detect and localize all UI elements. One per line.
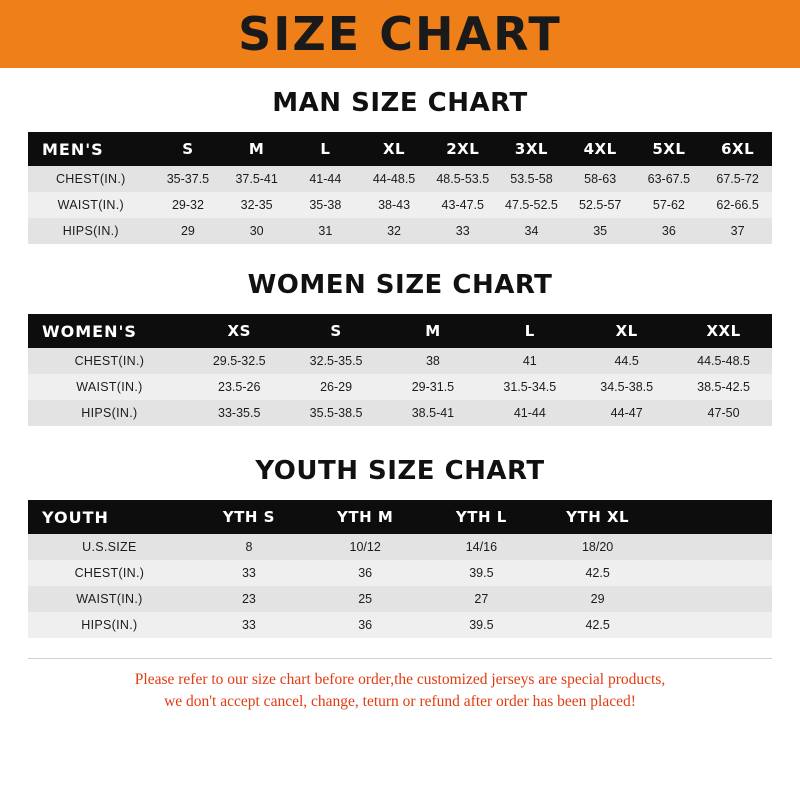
table-row	[28, 586, 772, 612]
row-label-hips: HIPS(IN.)	[28, 612, 191, 638]
cell: 38	[385, 348, 482, 374]
table-row	[28, 348, 772, 374]
table-row	[28, 400, 772, 426]
table-row	[28, 560, 772, 586]
cell: 35-37.5	[154, 166, 223, 192]
header-cell-s: S	[288, 314, 385, 348]
table-header-row	[28, 314, 772, 348]
women-size-table	[28, 314, 772, 426]
women-table-header	[28, 314, 772, 348]
page-title: SIZE CHART	[238, 7, 562, 61]
cell: 37	[703, 218, 772, 244]
row-label-hips: HIPS(IN.)	[28, 400, 191, 426]
row-label-chest: CHEST(IN.)	[28, 166, 154, 192]
youth-table-body	[28, 534, 772, 638]
header-cell-label: WOMEN'S	[28, 314, 191, 348]
header-cell-l: L	[291, 132, 360, 166]
table-header-row	[28, 500, 772, 534]
table-row	[28, 192, 772, 218]
cell: 29-32	[154, 192, 223, 218]
header-cell-xl: XL	[360, 132, 429, 166]
man-table-body	[28, 166, 772, 244]
header-cell-s: S	[154, 132, 223, 166]
cell: 35	[566, 218, 635, 244]
cell	[656, 534, 772, 560]
cell: 48.5-53.5	[428, 166, 497, 192]
cell: 36	[307, 560, 423, 586]
cell: 39.5	[423, 560, 539, 586]
cell: 29.5-32.5	[191, 348, 288, 374]
cell: 39.5	[423, 612, 539, 638]
page-banner	[0, 0, 800, 68]
row-label-hips: HIPS(IN.)	[28, 218, 154, 244]
header-cell-3xl: 3XL	[497, 132, 566, 166]
cell	[656, 560, 772, 586]
header-cell-label: YOUTH	[28, 500, 191, 534]
row-label-waist: WAIST(IN.)	[28, 374, 191, 400]
cell: 14/16	[423, 534, 539, 560]
table-row	[28, 534, 772, 560]
cell: 47.5-52.5	[497, 192, 566, 218]
row-label-waist: WAIST(IN.)	[28, 586, 191, 612]
header-cell-4xl: 4XL	[566, 132, 635, 166]
header-cell-2xl: 2XL	[428, 132, 497, 166]
cell: 31.5-34.5	[481, 374, 578, 400]
row-label-chest: CHEST(IN.)	[28, 560, 191, 586]
header-cell-m: M	[385, 314, 482, 348]
cell: 8	[191, 534, 307, 560]
cell: 32-35	[222, 192, 291, 218]
youth-size-table	[28, 500, 772, 638]
header-cell-6xl: 6XL	[703, 132, 772, 166]
cell: 42.5	[540, 612, 656, 638]
cell: 10/12	[307, 534, 423, 560]
cell: 35.5-38.5	[288, 400, 385, 426]
cell: 38-43	[360, 192, 429, 218]
cell: 34	[497, 218, 566, 244]
cell	[656, 586, 772, 612]
women-section-title: WOMEN SIZE CHART	[247, 270, 553, 300]
cell: 35-38	[291, 192, 360, 218]
man-size-table	[28, 132, 772, 244]
header-cell-xxl: XXL	[675, 314, 772, 348]
header-cell-5xl: 5XL	[635, 132, 704, 166]
cell: 57-62	[635, 192, 704, 218]
cell: 29-31.5	[385, 374, 482, 400]
header-cell-empty	[656, 500, 772, 534]
table-row	[28, 612, 772, 638]
cell: 41	[481, 348, 578, 374]
cell: 25	[307, 586, 423, 612]
cell: 58-63	[566, 166, 635, 192]
cell: 31	[291, 218, 360, 244]
cell: 32	[360, 218, 429, 244]
cell: 36	[307, 612, 423, 638]
cell: 33-35.5	[191, 400, 288, 426]
man-table-header	[28, 132, 772, 166]
cell: 63-67.5	[635, 166, 704, 192]
footer-note-line-1: Please refer to our size chart before order,the customized jerseys are special products,	[134, 671, 666, 688]
youth-section-title: YOUTH SIZE CHART	[255, 456, 545, 486]
cell: 42.5	[540, 560, 656, 586]
table-header-row	[28, 132, 772, 166]
cell: 32.5-35.5	[288, 348, 385, 374]
cell: 33	[191, 612, 307, 638]
cell: 36	[635, 218, 704, 244]
cell: 44.5-48.5	[675, 348, 772, 374]
footer-note	[28, 658, 772, 714]
cell: 18/20	[540, 534, 656, 560]
women-table-body	[28, 348, 772, 426]
cell: 37.5-41	[222, 166, 291, 192]
cell: 44.5	[578, 348, 675, 374]
cell	[656, 612, 772, 638]
cell: 53.5-58	[497, 166, 566, 192]
cell: 33	[191, 560, 307, 586]
cell: 27	[423, 586, 539, 612]
header-cell-l: L	[481, 314, 578, 348]
header-cell-m: M	[222, 132, 291, 166]
footer-note-line-2: we don't accept cancel, change, teturn or refund after order has been placed!	[164, 693, 636, 711]
header-cell-xl: XL	[578, 314, 675, 348]
cell: 41-44	[291, 166, 360, 192]
header-cell-label: MEN'S	[28, 132, 154, 166]
header-cell-yth-l: YTH L	[423, 500, 539, 534]
cell: 23	[191, 586, 307, 612]
cell: 43-47.5	[428, 192, 497, 218]
cell: 29	[154, 218, 223, 244]
table-row	[28, 166, 772, 192]
header-cell-yth-s: YTH S	[191, 500, 307, 534]
cell: 44-47	[578, 400, 675, 426]
header-cell-xs: XS	[191, 314, 288, 348]
cell: 26-29	[288, 374, 385, 400]
chart-content	[0, 88, 800, 714]
table-row	[28, 218, 772, 244]
cell: 34.5-38.5	[578, 374, 675, 400]
cell: 44-48.5	[360, 166, 429, 192]
cell: 38.5-41	[385, 400, 482, 426]
cell: 67.5-72	[703, 166, 772, 192]
header-cell-yth-xl: YTH XL	[540, 500, 656, 534]
youth-table-header	[28, 500, 772, 534]
cell: 30	[222, 218, 291, 244]
cell: 33	[428, 218, 497, 244]
cell: 62-66.5	[703, 192, 772, 218]
cell: 38.5-42.5	[675, 374, 772, 400]
row-label-waist: WAIST(IN.)	[28, 192, 154, 218]
cell: 41-44	[481, 400, 578, 426]
row-label-us-size: U.S.SIZE	[28, 534, 191, 560]
cell: 29	[540, 586, 656, 612]
man-section-title: MAN SIZE CHART	[272, 88, 528, 118]
header-cell-yth-m: YTH M	[307, 500, 423, 534]
table-row	[28, 374, 772, 400]
cell: 52.5-57	[566, 192, 635, 218]
cell: 23.5-26	[191, 374, 288, 400]
row-label-chest: CHEST(IN.)	[28, 348, 191, 374]
cell: 47-50	[675, 400, 772, 426]
